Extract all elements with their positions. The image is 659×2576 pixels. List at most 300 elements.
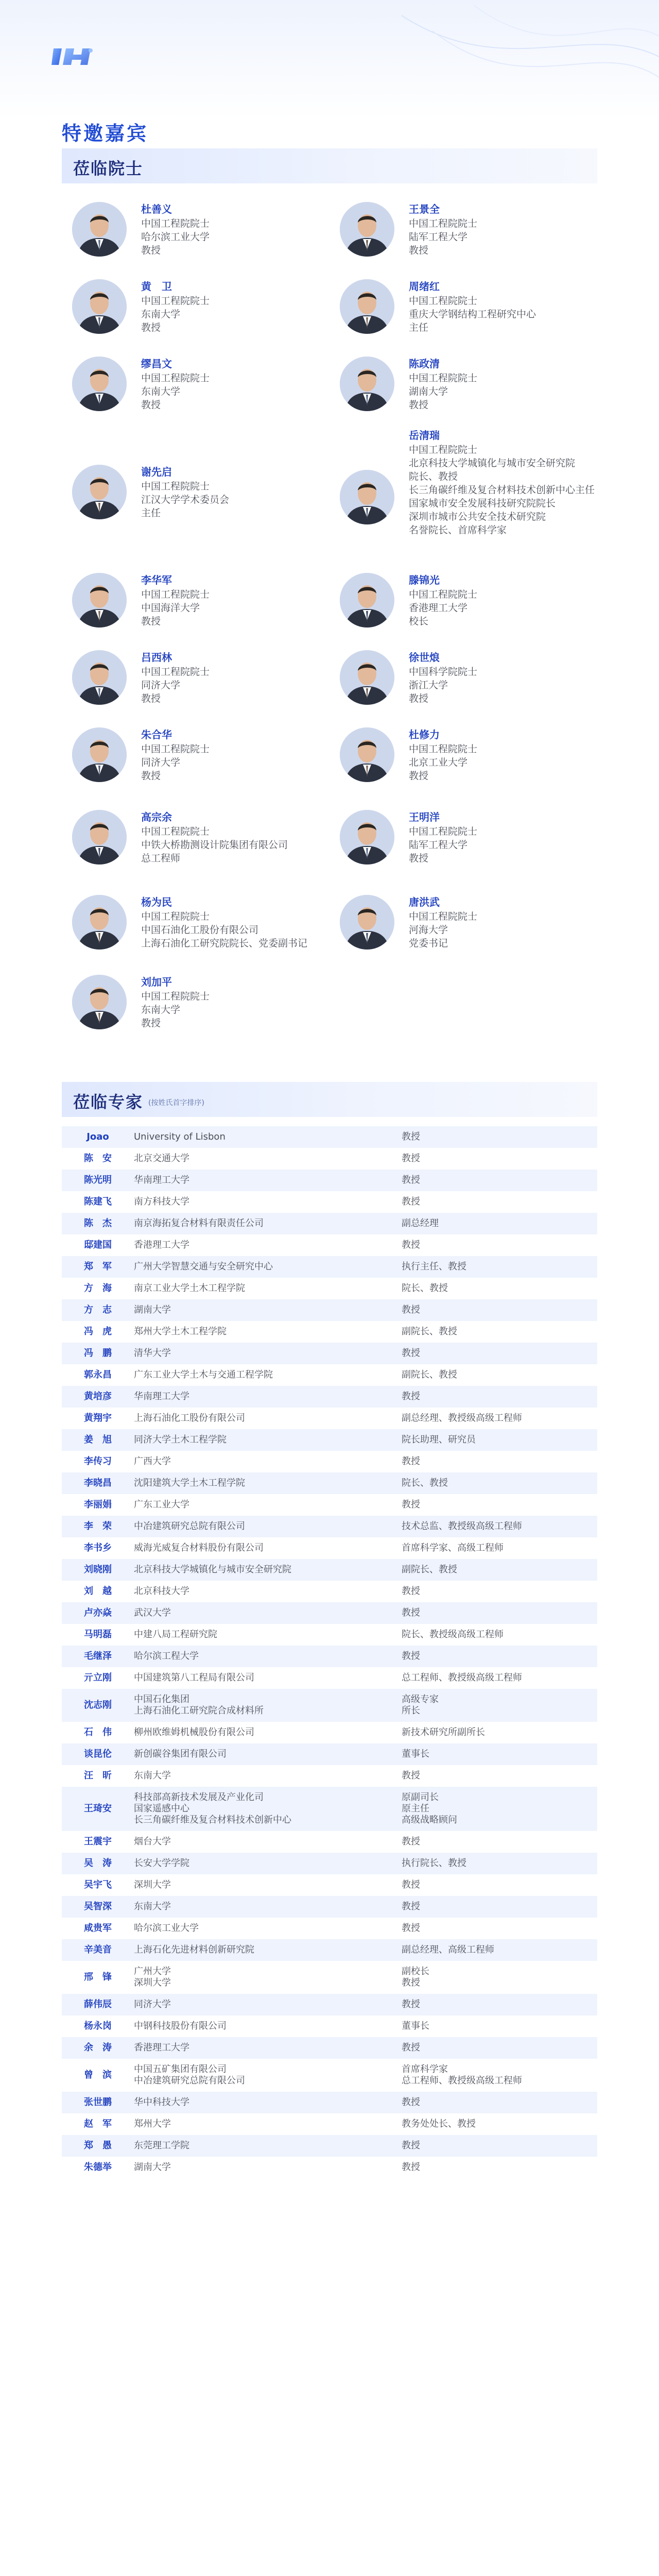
expert-organization: 东莞理工学院 — [134, 2135, 402, 2157]
academician-detail: 中国工程院院士 — [141, 218, 210, 229]
academician-detail: 同济大学 — [141, 680, 181, 691]
expert-title: 教授 — [402, 1836, 420, 1847]
table-row — [62, 1743, 597, 1765]
avatar — [340, 727, 394, 782]
expert-name: 李晓昌 — [62, 1472, 134, 1494]
expert-organization: 香港理工大学 — [134, 1240, 189, 1250]
academician-card — [340, 721, 608, 799]
expert-organization: 深圳大学 — [134, 1879, 171, 1890]
academician-card — [340, 886, 608, 969]
academician-detail: 中铁大桥勘测设计院集团有限公司 — [141, 839, 288, 851]
logo-icon — [51, 45, 94, 68]
expert-organization: 华南理工大学 — [134, 1386, 402, 1408]
expert-title: 副院长、教授 — [402, 1559, 597, 1581]
table-row — [62, 1408, 597, 1429]
avatar — [72, 810, 127, 865]
academician-detail: 香港理工大学 — [409, 602, 468, 614]
expert-title: 教授 — [402, 1602, 597, 1624]
expert-organization: 哈尔滨工程大学 — [134, 1646, 402, 1667]
expert-title: 副院长、教授 — [402, 1369, 457, 1380]
academician-card — [72, 799, 340, 886]
academician-name: 朱合华 — [141, 728, 172, 741]
expert-organization: 华南理工大学 — [134, 1170, 402, 1191]
experts-header — [62, 1082, 597, 1117]
expert-organization: 中国五矿集团有限公司 中冶建筑研究总院有限公司 — [134, 2064, 245, 2086]
academician-detail: 中国工程院院士 — [141, 589, 210, 600]
academician-card — [340, 428, 608, 567]
academician-info — [141, 974, 210, 1030]
expert-organization: University of Lisbon — [134, 1126, 402, 1148]
avatar — [72, 895, 127, 950]
academician-name: 李华军 — [141, 574, 172, 586]
expert-name: 赵 军 — [84, 2119, 112, 2129]
expert-title: 教授 — [402, 1499, 420, 1510]
academician-name: 缪昌文 — [141, 358, 172, 370]
academician-info — [141, 572, 210, 628]
expert-organization: 香港理工大学 — [134, 2037, 402, 2059]
table-row — [62, 2135, 597, 2157]
expert-name: 石 伟 — [84, 1727, 112, 1738]
expert-name: 冯 虎 — [84, 1326, 112, 1337]
table-row — [62, 1918, 597, 1939]
academician-detail: 哈尔滨工业大学 — [141, 231, 210, 243]
expert-organization: 同济大学 — [134, 1994, 402, 2015]
expert-title: 教授 — [402, 1879, 420, 1890]
academician-card — [340, 567, 608, 644]
table-row — [62, 2113, 597, 2135]
academician-info — [409, 894, 477, 950]
expert-organization: 中国石化集团 上海石油化工研究院合成材料所 — [134, 1689, 402, 1722]
expert-title: 执行主任、教授 — [402, 1256, 597, 1278]
expert-organization: 上海石化先进材料创新研究院 — [134, 1939, 402, 1961]
academician-detail: 中国工程院院士 — [409, 826, 478, 837]
expert-title: 新技术研究所副所长 — [402, 1727, 485, 1738]
academician-detail: 湖南大学 — [409, 386, 448, 397]
table-row — [62, 1170, 597, 1191]
expert-title: 教授 — [402, 1240, 420, 1250]
table-row — [62, 1256, 597, 1278]
academician-detail: 东南大学 — [141, 386, 181, 397]
academician-detail: 北京科技大学城镇化与城市安全研究院 — [409, 457, 576, 469]
academician-detail: 中国工程院院士 — [141, 911, 210, 922]
academician-name: 王景全 — [409, 203, 440, 215]
expert-name: 陈光明 — [62, 1170, 134, 1191]
expert-name: 卢亦焱 — [62, 1602, 134, 1624]
expert-organization: 北京科技大学 — [134, 1586, 189, 1597]
expert-name: 黄培彦 — [62, 1386, 134, 1408]
table-row — [62, 1689, 597, 1722]
academician-info — [409, 201, 477, 257]
academician-detail: 教授 — [409, 853, 429, 864]
expert-name: 咸贵军 — [84, 1923, 112, 1934]
academician-detail: 总工程师 — [141, 853, 181, 864]
expert-organization: 南京工业大学土木工程学院 — [134, 1283, 245, 1294]
avatar — [340, 895, 394, 950]
table-row — [62, 1602, 597, 1624]
expert-organization: 广西大学 — [134, 1456, 171, 1467]
expert-organization: 南京海拓复合材料有限责任公司 — [134, 1213, 402, 1234]
expert-title: 教务处处长、教授 — [402, 2119, 476, 2129]
expert-organization: 同济大学土木工程学院 — [134, 1429, 402, 1451]
expert-organization: 清华大学 — [134, 1343, 402, 1364]
academician-detail: 长三角碳纤维及复合材料技术创新中心主任 — [409, 484, 595, 496]
expert-title: 教授 — [402, 1170, 597, 1191]
expert-organization: 北京科技大学城镇化与城市安全研究院 — [134, 1559, 402, 1581]
avatar — [72, 202, 127, 257]
table-row — [62, 2157, 597, 2178]
table-row — [62, 1831, 597, 1853]
table-row — [62, 1278, 597, 1299]
expert-organization: 中钢科技股份有限公司 — [134, 2021, 227, 2031]
expert-organization: 长安大学学院 — [134, 1853, 402, 1874]
expert-title: 教授 — [402, 1153, 420, 1164]
table-row — [62, 1874, 597, 1896]
academician-name: 杜修力 — [409, 728, 440, 741]
academician-name: 黄 卫 — [141, 280, 172, 293]
table-row — [62, 1624, 597, 1646]
academician-name: 刘加平 — [141, 976, 172, 988]
academician-detail: 中国工程院院士 — [409, 372, 478, 384]
table-row — [62, 2037, 597, 2059]
academician-detail: 国家城市安全发展科技研究院院长 — [409, 498, 556, 509]
expert-name: 郑 愚 — [62, 2135, 134, 2157]
academician-detail: 中国工程院院士 — [141, 826, 210, 837]
expert-name: 冯 鹏 — [62, 1343, 134, 1364]
expert-name: 王琦安 — [62, 1787, 134, 1831]
academician-info — [409, 428, 595, 537]
expert-name: 曾 滨 — [84, 2070, 112, 2080]
academician-detail: 中国工程院院士 — [409, 589, 478, 600]
expert-organization: 湖南大学 — [134, 1299, 402, 1321]
expert-title: 执行院长、教授 — [402, 1853, 597, 1874]
avatar — [340, 202, 394, 257]
expert-organization: 华中科技大学 — [134, 2092, 402, 2113]
table-row — [62, 1364, 597, 1386]
academician-detail: 陆军工程大学 — [409, 839, 468, 851]
expert-organization: 柳州欧维姆机械股份有限公司 — [134, 1727, 254, 1738]
table-row — [62, 1494, 597, 1516]
expert-name: 刘晓刚 — [62, 1559, 134, 1581]
table-row — [62, 1581, 597, 1602]
academician-detail: 中国科学院院士 — [409, 666, 478, 677]
expert-title: 副总经理、高级工程师 — [402, 1939, 597, 1961]
academician-info — [141, 356, 210, 412]
academician-detail: 教授 — [141, 616, 161, 627]
academician-card — [72, 886, 340, 969]
expert-organization: 广东工业大学土木与交通工程学院 — [134, 1369, 273, 1380]
expert-title: 董事长 — [402, 1743, 597, 1765]
academician-card — [72, 273, 340, 350]
expert-title: 教授 — [402, 1196, 420, 1207]
expert-name: 陈 安 — [84, 1153, 112, 1164]
expert-title: 原副司长 原主任 高级战略顾问 — [402, 1787, 597, 1831]
academician-detail: 主任 — [141, 507, 161, 519]
expert-organization: 沈阳建筑大学土木工程学院 — [134, 1472, 402, 1494]
expert-name: 李传习 — [84, 1456, 112, 1467]
table-row — [62, 1722, 597, 1743]
expert-name: 方 志 — [62, 1299, 134, 1321]
table-row — [62, 1191, 597, 1213]
table-row — [62, 1516, 597, 1537]
expert-title: 首席科学家 总工程师、教授级高级工程师 — [402, 2064, 522, 2086]
expert-title: 副校长 教授 — [402, 1966, 429, 1988]
academician-detail: 浙江大学 — [409, 680, 448, 691]
table-row — [62, 1429, 597, 1451]
academician-detail: 教授 — [409, 245, 429, 256]
academician-detail: 陆军工程大学 — [409, 231, 468, 243]
avatar — [340, 357, 394, 411]
academician-detail: 中国工程院院士 — [409, 743, 478, 755]
expert-name: 亓立刚 — [84, 1672, 112, 1683]
avatar — [340, 279, 394, 334]
academician-detail: 教授 — [141, 770, 161, 782]
academician-info — [141, 809, 288, 865]
table-row — [62, 1321, 597, 1343]
expert-name: 郭永昌 — [84, 1369, 112, 1380]
academician-info — [409, 727, 477, 783]
expert-name: 汪 昕 — [84, 1770, 112, 1781]
expert-title: 院长、教授级高级工程师 — [402, 1629, 504, 1640]
expert-organization: 广州大学智慧交通与安全研究中心 — [134, 1256, 402, 1278]
academician-detail: 北京工业大学 — [409, 757, 468, 768]
academician-detail: 中国工程院院士 — [141, 666, 210, 677]
academician-detail: 主任 — [409, 322, 429, 333]
expert-title: 教授 — [402, 1770, 420, 1781]
academician-detail: 院长、教授 — [409, 471, 458, 482]
expert-name: 邢 锋 — [84, 1972, 112, 1982]
avatar — [340, 650, 394, 705]
expert-organization: 郑州大学 — [134, 2119, 171, 2129]
expert-name: 毛继泽 — [62, 1646, 134, 1667]
expert-organization: 中建八局工程研究院 — [134, 1629, 217, 1640]
academician-info — [141, 727, 210, 783]
expert-title: 教授 — [402, 2162, 420, 2173]
academician-name: 杜善义 — [141, 203, 172, 215]
academician-info — [141, 464, 229, 520]
expert-name: 邸建国 — [84, 1240, 112, 1250]
table-row — [62, 1961, 597, 1994]
expert-title: 首席科学家、高级工程师 — [402, 1543, 504, 1553]
academician-card — [340, 799, 608, 886]
expert-name: 谈昆伦 — [62, 1743, 134, 1765]
expert-organization: 上海石油化工股份有限公司 — [134, 1413, 245, 1423]
expert-organization: 南方科技大学 — [134, 1196, 189, 1207]
academician-detail: 中国海洋大学 — [141, 602, 200, 614]
expert-title: 教授 — [402, 2135, 597, 2157]
expert-name: 李书乡 — [84, 1543, 112, 1553]
academician-detail: 党委书记 — [409, 938, 448, 949]
experts-sort-note: (按姓氏首字排序) — [148, 1099, 204, 1107]
avatar — [72, 279, 127, 334]
expert-organization: 中国建筑第八工程局有限公司 — [134, 1672, 254, 1683]
expert-organization: 科技部高新技术发展及产业化司 国家遥感中心 长三角碳纤维及复合材料技术创新中心 — [134, 1787, 402, 1831]
academician-name: 吕西林 — [141, 651, 172, 664]
expert-title: 教授 — [402, 1994, 597, 2015]
academician-name: 徐世烺 — [409, 651, 440, 664]
academician-detail: 中国工程院院士 — [409, 911, 478, 922]
academician-detail: 教授 — [141, 399, 161, 411]
table-row — [62, 1994, 597, 2015]
expert-organization: 郑州大学土木工程学院 — [134, 1326, 227, 1337]
academician-name: 高宗余 — [141, 811, 172, 823]
academician-info — [409, 279, 536, 334]
academician-card — [72, 721, 340, 799]
experts-table — [62, 1126, 597, 2178]
academician-detail: 同济大学 — [141, 757, 181, 768]
expert-organization: 哈尔滨工业大学 — [134, 1923, 199, 1934]
avatar — [340, 573, 394, 628]
expert-title: 教授 — [402, 1456, 420, 1467]
avatar — [72, 573, 127, 628]
table-row — [62, 1646, 597, 1667]
expert-name: 薛伟辰 — [62, 1994, 134, 2015]
expert-organization: 中冶建筑研究总院有限公司 — [134, 1516, 402, 1537]
expert-title: 董事长 — [402, 2021, 429, 2031]
avatar — [72, 975, 127, 1029]
expert-organization: 威海光威复合材料股份有限公司 — [134, 1543, 264, 1553]
academician-detail: 名誉院长、首席科学家 — [409, 524, 507, 536]
academician-detail: 教授 — [141, 693, 161, 704]
expert-title: 副院长、教授 — [402, 1326, 457, 1337]
academician-info — [141, 201, 210, 257]
academician-detail: 教授 — [141, 1018, 161, 1029]
table-row — [62, 1896, 597, 1918]
academician-info — [141, 279, 210, 334]
expert-title: 教授 — [402, 1646, 597, 1667]
academician-info — [141, 894, 307, 950]
academician-info — [141, 650, 210, 705]
table-row — [62, 1343, 597, 1364]
academician-detail: 中国工程院院士 — [141, 481, 210, 492]
expert-organization: 东南大学 — [134, 1896, 402, 1918]
expert-organization: 武汉大学 — [134, 1602, 402, 1624]
academician-detail: 中国工程院院士 — [409, 444, 478, 455]
expert-title: 教授 — [402, 1343, 597, 1364]
page-title: 特邀嘉宾 — [62, 122, 149, 145]
expert-name: 吴宇飞 — [84, 1879, 112, 1890]
academician-detail: 重庆大学钢结构工程研究中心 — [409, 309, 536, 320]
expert-name: 黄翔宇 — [84, 1413, 112, 1423]
table-row — [62, 1765, 597, 1787]
expert-name: 朱德举 — [84, 2162, 112, 2173]
academicians-header — [62, 148, 597, 183]
table-row — [62, 1853, 597, 1874]
expert-name: 方 海 — [84, 1283, 112, 1294]
expert-title: 教授 — [402, 1299, 597, 1321]
expert-name: 张世鹏 — [62, 2092, 134, 2113]
expert-name: 李 荣 — [62, 1516, 134, 1537]
expert-title: 教授 — [402, 2037, 597, 2059]
expert-name: 杨永岗 — [84, 2021, 112, 2031]
academician-card — [72, 644, 340, 721]
expert-title: 教授 — [402, 1386, 597, 1408]
expert-title: 教授 — [402, 1126, 597, 1148]
academician-card — [340, 644, 608, 721]
table-row — [62, 1126, 597, 1148]
expert-name: 余 涛 — [62, 2037, 134, 2059]
academician-detail: 教授 — [409, 693, 429, 704]
academician-name: 陈政清 — [409, 358, 440, 370]
expert-organization: 烟台大学 — [134, 1836, 171, 1847]
expert-organization: 新创碳谷集团有限公司 — [134, 1743, 402, 1765]
expert-name: 吴智深 — [62, 1896, 134, 1918]
academician-detail: 教授 — [141, 245, 161, 256]
academician-detail: 教授 — [141, 322, 161, 333]
expert-organization: 广东工业大学 — [134, 1499, 189, 1510]
academician-detail: 中国工程院院士 — [141, 743, 210, 755]
table-row — [62, 1472, 597, 1494]
academician-detail: 深圳市城市公共安全技术研究院 — [409, 511, 546, 522]
table-row — [62, 1299, 597, 1321]
table-row — [62, 1451, 597, 1472]
expert-name: 马明磊 — [84, 1629, 112, 1640]
academician-detail: 中国工程院院士 — [141, 991, 210, 1002]
academician-name: 唐洪武 — [409, 896, 440, 908]
table-row — [62, 1234, 597, 1256]
avatar — [72, 357, 127, 411]
academician-detail: 河海大学 — [409, 924, 448, 936]
academician-detail: 江汉大学学术委员会 — [141, 494, 230, 505]
academician-card — [340, 273, 608, 350]
expert-name: Joao — [62, 1126, 134, 1148]
expert-title: 教授 — [402, 2092, 597, 2113]
avatar — [72, 727, 127, 782]
table-row — [62, 2015, 597, 2037]
expert-title: 院长、教授 — [402, 1283, 448, 1294]
academician-name: 滕锦光 — [409, 574, 440, 586]
expert-name: 陈建飞 — [84, 1196, 112, 1207]
table-row — [62, 1939, 597, 1961]
expert-name: 吴 涛 — [62, 1853, 134, 1874]
academician-card — [72, 567, 340, 644]
expert-title: 教授 — [402, 1586, 420, 1597]
academician-card — [72, 428, 340, 567]
academician-card — [72, 196, 340, 273]
table-row — [62, 1213, 597, 1234]
academician-detail: 中国工程院院士 — [409, 295, 478, 307]
academicians-title: 莅临院士 — [73, 159, 144, 178]
academician-detail: 校长 — [409, 616, 429, 627]
table-row — [62, 1787, 597, 1831]
academician-card — [340, 196, 608, 273]
academician-detail: 教授 — [409, 399, 429, 411]
avatar — [72, 650, 127, 705]
expert-name: 辛美音 — [62, 1939, 134, 1961]
academician-info — [409, 572, 477, 628]
expert-title: 高级专家 所长 — [402, 1689, 597, 1722]
expert-organization: 湖南大学 — [134, 2162, 171, 2173]
academician-detail: 教授 — [409, 770, 429, 782]
decorative-lines — [371, 0, 659, 134]
expert-title: 院长助理、研究员 — [402, 1429, 597, 1451]
expert-title: 教授 — [402, 1923, 420, 1934]
expert-title: 技术总监、教授级高级工程师 — [402, 1516, 597, 1537]
table-row — [62, 1559, 597, 1581]
table-row — [62, 2092, 597, 2113]
table-row — [62, 1667, 597, 1689]
expert-title: 副总经理 — [402, 1213, 597, 1234]
avatar — [340, 810, 394, 865]
academician-detail: 中国工程院院士 — [141, 295, 210, 307]
academician-detail: 中国石油化工股份有限公司 — [141, 924, 259, 936]
academician-name: 杨为民 — [141, 896, 172, 908]
expert-organization: 北京交通大学 — [134, 1153, 189, 1164]
academician-detail: 中国工程院院士 — [409, 218, 478, 229]
academician-detail: 东南大学 — [141, 309, 181, 320]
table-row — [62, 1148, 597, 1170]
academician-detail: 东南大学 — [141, 1004, 181, 1015]
academician-detail: 中国工程院院士 — [141, 372, 210, 384]
